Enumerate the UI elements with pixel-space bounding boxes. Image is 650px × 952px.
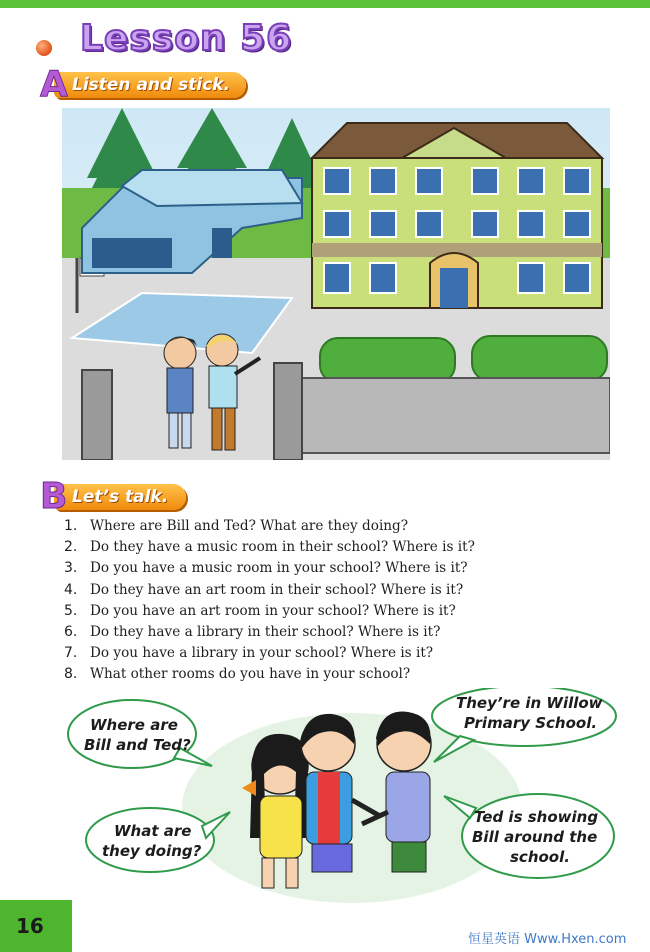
section-b-label: Let’s talk. <box>72 487 169 507</box>
question-item: 6. Do they have a library in their school? Where is it? <box>64 623 441 640</box>
question-item: 8. What other rooms do you have in your school? <box>64 666 411 683</box>
bubble-2-line-2: Primary School. <box>464 714 598 732</box>
lesson-title: Lesson 56 <box>80 18 293 59</box>
bubble-4-line-3: school. <box>510 848 570 866</box>
bubble-4-line-1: Ted is showing <box>474 808 599 826</box>
school-scene-illustration <box>62 108 610 460</box>
section-b-letter: B <box>40 476 68 517</box>
bubble-4-line-2: Bill around the <box>472 828 598 846</box>
page-number: 16 <box>16 914 44 938</box>
dialogue-illustration <box>62 688 622 908</box>
question-item: 4. Do they have an art room in their school? Where is it? <box>64 581 464 598</box>
section-a-banner <box>54 72 246 98</box>
bubble-3-line-1: What are <box>114 822 192 840</box>
question-item: 7. Do you have a library in your school? Where is it? <box>64 645 434 662</box>
top-green-bar <box>0 0 650 8</box>
bubble-3-line-2: they doing? <box>102 842 202 860</box>
children-figures <box>242 712 431 888</box>
main-school-building <box>312 123 602 308</box>
orange-bullet-icon <box>36 40 52 56</box>
section-a-label: Listen and stick. <box>72 75 231 95</box>
speech-bubble-1 <box>68 700 212 768</box>
question-item: 5. Do you have an art room in your school? Where is it? <box>64 602 456 619</box>
section-a-letter: A <box>40 64 68 105</box>
question-item: 2. Do they have a music room in their school? Where is it? <box>64 539 475 556</box>
bubble-1-line-1: Where are <box>90 716 178 734</box>
question-item: 1. Where are Bill and Ted? What are they doing? <box>64 518 409 534</box>
site-watermark: 恒星英语 Www.Hxen.com <box>468 932 627 947</box>
bubble-2-line-1: They’re in Willow <box>456 694 603 712</box>
bubble-1-line-2: Bill and Ted? <box>84 736 191 754</box>
section-b-banner <box>54 484 186 510</box>
question-list <box>64 518 475 688</box>
question-item: 3. Do you have a music room in your school? Where is it? <box>64 560 468 577</box>
